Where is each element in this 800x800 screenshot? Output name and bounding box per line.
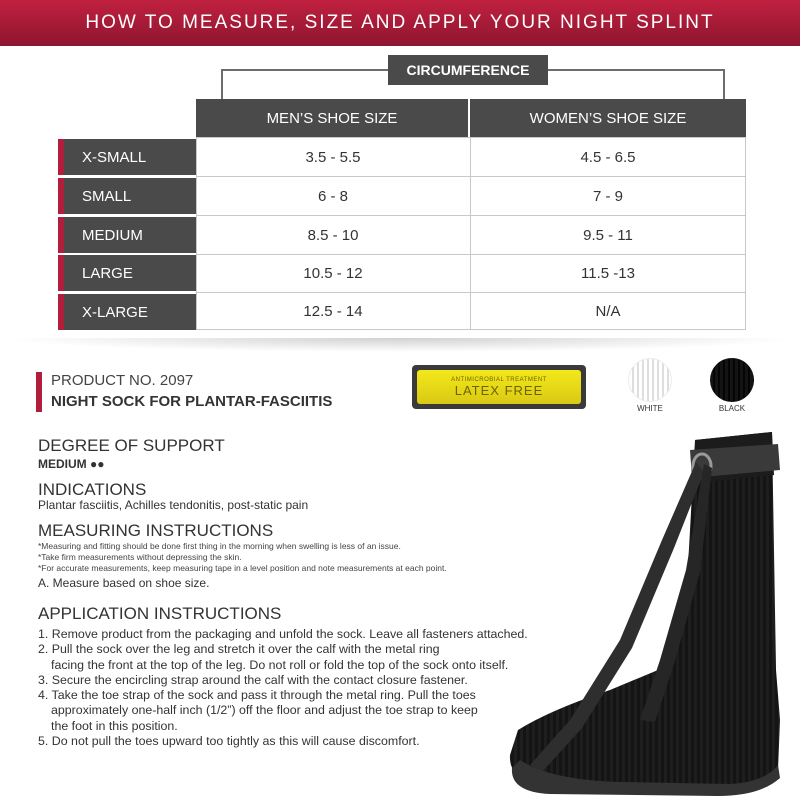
size-label-xsmall: X-SMALL — [58, 139, 196, 175]
product-number: PRODUCT NO. 2097 — [51, 372, 194, 389]
size-label-large: LARGE — [58, 255, 196, 291]
womens-size-cell: N/A — [595, 302, 621, 320]
accent-bar — [36, 372, 42, 412]
product-name: NIGHT SOCK FOR PLANTAR-FASCIITIS — [51, 393, 333, 410]
badge-subtitle: ANTIMICROBIAL TREATMENT — [451, 376, 547, 383]
measuring-note: *For accurate measurements, keep measuring tape in a level position and note measurements at each point. — [38, 563, 447, 573]
page-banner — [0, 0, 800, 46]
support-heading: DEGREE OF SUPPORT — [38, 436, 225, 455]
womens-size-cell: 7 - 9 — [592, 187, 623, 205]
list-item: 4. Take the toe strap of the sock and pass it through the metal ring. Pull the toes — [38, 688, 476, 703]
measuring-instruction: A. Measure based on shoe size. — [38, 576, 210, 590]
womens-size-cell: 9.5 - 11 — [583, 226, 633, 244]
size-label-xlarge: X-LARGE — [58, 294, 196, 330]
section-shadow — [0, 338, 800, 352]
mens-size-cell: 3.5 - 5.5 — [305, 148, 361, 166]
mens-size-cell: 10.5 - 12 — [303, 264, 363, 282]
mens-size-cell: 8.5 - 10 — [307, 226, 359, 244]
latex-free-badge — [412, 365, 586, 409]
list-item: facing the front at the top of the leg. Do not roll or fold the top of the sock onto itself. — [51, 657, 509, 672]
womens-size-cell: 4.5 - 6.5 — [580, 148, 636, 166]
banner-title: HOW TO MEASURE, SIZE AND APPLY YOUR NIGHT SPLINT — [85, 12, 715, 33]
indications-text: Plantar fasciitis, Achilles tendonitis, post-static pain — [38, 498, 309, 512]
mens-size-header: MEN’S SHOE SIZE — [196, 99, 468, 137]
womens-size-header: WOMEN’S SHOE SIZE — [470, 99, 746, 137]
mens-size-cell: 6 - 8 — [317, 187, 348, 205]
white-swatch-label: WHITE — [637, 404, 663, 413]
size-label-small: SMALL — [58, 178, 196, 214]
black-swatch — [710, 358, 754, 402]
list-item: 2. Pull the sock over the leg and stretch it over the calf with the metal ring — [38, 642, 440, 657]
list-item: the foot in this position. — [51, 718, 178, 733]
badge-title: LATEX FREE — [454, 382, 544, 398]
mens-size-cell: 12.5 - 14 — [303, 302, 363, 320]
list-item: 5. Do not pull the toes upward too tightly as this will cause discomfort. — [38, 734, 420, 749]
indications-heading: INDICATIONS — [38, 480, 147, 499]
measuring-note: *Measuring and fitting should be done first thing in the morning when swelling is less of an issue. — [38, 541, 401, 551]
list-item: approximately one-half inch (1/2”) off the floor and adjust the toe strap to keep — [51, 703, 478, 718]
measuring-note: *Take firm measurements without depressing the skin. — [38, 552, 242, 562]
black-swatch-label: BLACK — [718, 404, 746, 413]
list-item: 3. Secure the encircling strap around the calf with the contact closure fastener. — [38, 672, 468, 687]
list-item: 1. Remove product from the packaging and unfold the sock. Leave all fasteners attached. — [38, 627, 528, 641]
white-swatch — [628, 358, 672, 402]
size-label-medium: MEDIUM — [58, 217, 196, 253]
night-sock-image — [490, 420, 790, 798]
support-level: MEDIUM ●● — [38, 457, 105, 471]
measuring-heading: MEASURING INSTRUCTIONS — [38, 521, 274, 540]
application-heading: APPLICATION INSTRUCTIONS — [38, 604, 282, 623]
womens-size-cell: 11.5 -13 — [581, 264, 635, 282]
circumference-header: CIRCUMFERENCE — [388, 55, 548, 85]
